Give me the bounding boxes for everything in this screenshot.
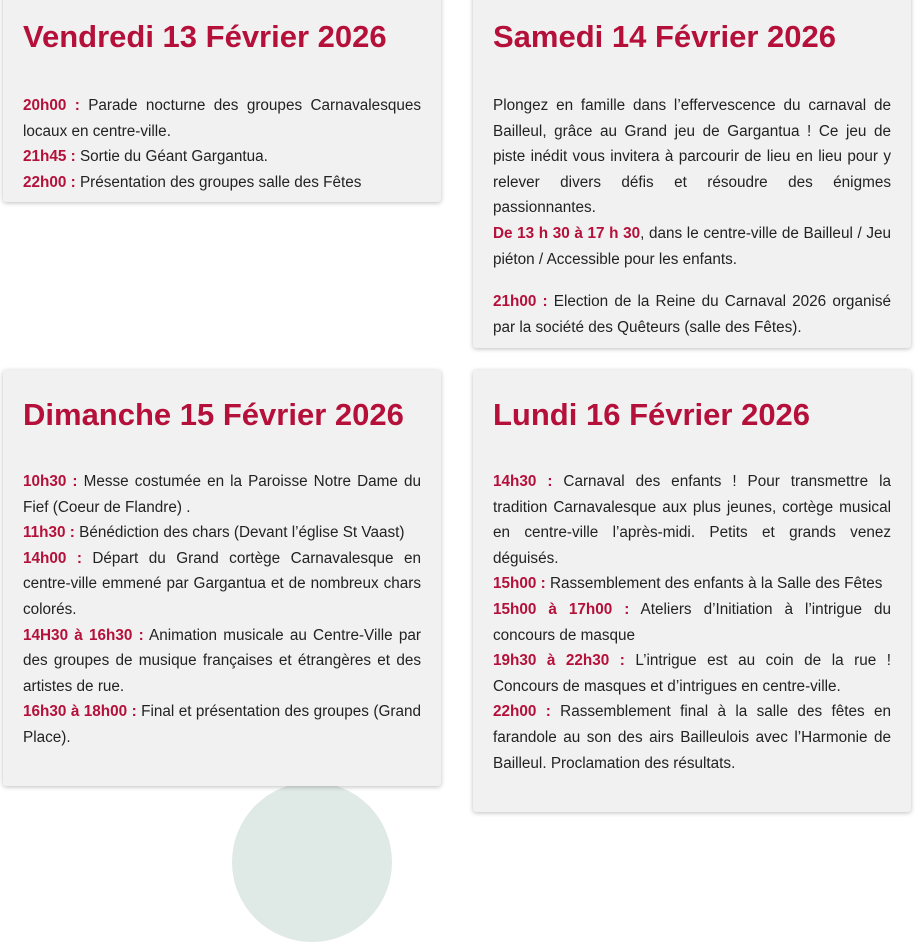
- event-time: 14h00 :: [23, 549, 82, 567]
- event-text: Sortie du Géant Gargantua.: [75, 148, 268, 166]
- event-item: [493, 221, 891, 272]
- event-time: 19h30 à 22h30 :: [493, 652, 625, 670]
- event-text: L’intrigue est au coin de la rue ! Concours de masques et d’intrigues en centre-ville.: [493, 652, 891, 695]
- day-title: Lundi 16 Février 2026: [493, 397, 811, 432]
- event-text: Présentation des groupes salle des Fêtes: [75, 173, 362, 191]
- event-item: [23, 546, 421, 623]
- event-time: 22h00 :: [493, 703, 551, 721]
- day-card-vendredi: [3, 0, 441, 202]
- day-title: Dimanche 15 Février 2026: [23, 397, 404, 432]
- event-list: [23, 93, 421, 195]
- event-item: [493, 571, 891, 597]
- event-time: 20h00 :: [23, 97, 80, 114]
- event-text: Rassemblement des enfants à la Salle des Fêtes: [545, 575, 883, 593]
- event-text: Messe costumée en la Paroisse Notre Dame du Fief (Coeur de Flandre) .: [23, 473, 421, 516]
- event-time: 10h30 :: [23, 473, 78, 490]
- event-time: 15h00 à 17h00 :: [493, 600, 630, 618]
- event-item: [23, 520, 421, 546]
- event-item: [493, 289, 891, 340]
- event-item: [23, 170, 421, 196]
- event-intro: [493, 93, 891, 221]
- event-text: Bénédiction des chars (Devant l’église St Vaast): [74, 524, 405, 542]
- event-list: [23, 469, 421, 751]
- event-item: [23, 469, 421, 520]
- event-time: 15h00 :: [493, 575, 546, 593]
- event-item: [23, 699, 421, 750]
- event-item: [23, 623, 421, 700]
- day-title: Vendredi 13 Février 2026: [23, 19, 387, 54]
- event-time: De 13 h 30 à 17 h 30: [493, 224, 641, 242]
- event-time: 16h30 à 18h00 :: [23, 703, 137, 721]
- event-item: [493, 699, 891, 776]
- event-item: [493, 648, 891, 699]
- event-text: Animation musicale au Centre-Ville par des groupes de musique françaises et étrangères et des artistes de rue.: [23, 626, 421, 695]
- event-text: Election de la Reine du Carnaval 2026 organisé par la société des Quêteurs (salle des Fêtes).: [493, 293, 892, 336]
- day-card-samedi: [473, 0, 911, 348]
- event-item: [493, 597, 891, 648]
- event-item: [493, 469, 891, 571]
- event-text: Carnaval des enfants ! Pour transmettre la tradition Carnavalesque aux plus jeunes, cortège musical en centre-ville l’après-midi. Petits et grands venez déguisés.: [493, 473, 892, 567]
- event-text: Rassemblement final à la salle des fêtes en farandole au son des airs Bailleulois avec l’Harmonie de Bailleul. Proclamation des résultats.: [493, 703, 891, 772]
- day-card-lundi: [473, 370, 911, 812]
- event-list: [493, 93, 891, 340]
- event-text: Parade nocturne des groupes Carnavalesques locaux en centre-ville.: [23, 97, 422, 140]
- day-card-dimanche: [3, 370, 441, 786]
- background-decoration: [232, 782, 392, 942]
- event-text: Ateliers d’Initiation à l’intrigue du concours de masque: [493, 600, 891, 644]
- event-text: Départ du Grand cortège Carnavalesque en centre-ville emmené par Gargantua et de nombreux chars colorés.: [23, 549, 422, 618]
- event-time: 14h30 :: [493, 473, 553, 490]
- event-item: [23, 93, 421, 144]
- event-list: [493, 469, 891, 776]
- event-text: Final et présentation des groupes (Grand Place).: [23, 703, 421, 746]
- event-time: 21h45 :: [23, 148, 76, 166]
- event-text: , dans le centre-ville de Bailleul / Jeu piéton / Accessible pour les enfants.: [493, 224, 891, 268]
- event-text: Plongez en famille dans l’effervescence du carnaval de Bailleul, grâce au Grand jeu de Gargantua ! Ce jeu de piste inédit vous invitera à parcourir de lieu en lieu pour y relever divers défis et résoudre des énigmes passionnantes.: [493, 97, 891, 217]
- event-time: 22h00 :: [23, 173, 76, 191]
- event-time: 14H30 à 16h30 :: [23, 626, 144, 644]
- day-title: Samedi 14 Février 2026: [493, 19, 836, 54]
- event-time: 21h00 :: [493, 293, 548, 311]
- event-time: 11h30 :: [23, 524, 75, 542]
- event-item: [23, 144, 421, 170]
